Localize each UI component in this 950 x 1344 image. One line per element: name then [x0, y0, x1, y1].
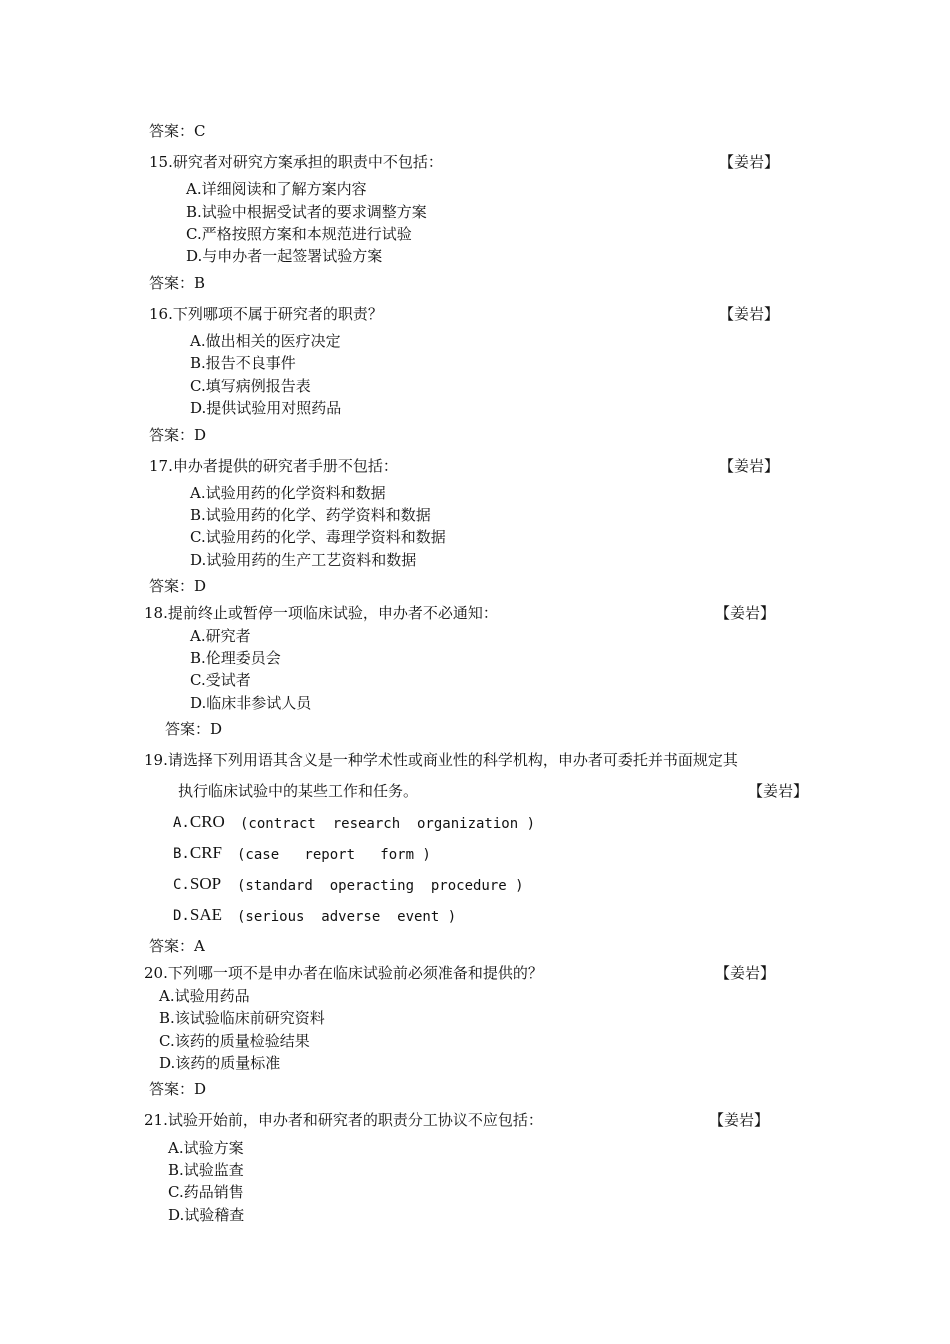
option-d: D.该药的质量标准 [159, 1054, 281, 1072]
option-a: A.CRO (contract research organization ) [173, 812, 536, 832]
author-tag: 【姜岩】 [715, 604, 776, 622]
question-text: 17.申办者提供的研究者手册不包括： [149, 457, 398, 475]
question-text: 20.下列哪一项不是申办者在临床试验前必须准备和提供的？ [144, 964, 543, 982]
author-tag: 【姜岩】 [719, 457, 780, 475]
option-c: C.试验用药的化学、毒理学资料和数据 [190, 528, 446, 546]
answer: 答案：A [149, 937, 205, 955]
option-c: C.SOP (standard operacting procedure ) [173, 874, 524, 894]
option-d: D.试验稽查 [168, 1206, 245, 1224]
option-a: A.试验方案 [168, 1139, 244, 1157]
question-text: 16.下列哪项不属于研究者的职责？ [149, 305, 383, 323]
question-text-line1: 19.请选择下列用语其含义是一种学术性或商业性的科学机构，申办者可委托并书面规定其 [144, 751, 738, 769]
option-a: A.研究者 [190, 627, 251, 645]
option-description: (case report form ) [237, 847, 431, 863]
option-c: C.药品销售 [168, 1183, 244, 1201]
option-c: C.严格按照方案和本规范进行试验 [186, 225, 412, 243]
option-c: C.该药的质量检验结果 [159, 1032, 310, 1050]
option-code: CRF [189, 843, 222, 862]
option-b: B.CRF (case report form ) [173, 843, 431, 863]
author-tag: 【姜岩】 [748, 782, 809, 800]
option-b: B.试验用药的化学、药学资料和数据 [190, 506, 431, 524]
question-text-line2: 执行临床试验中的某些工作和任务。 [178, 782, 419, 800]
option-a: A.试验用药的化学资料和数据 [190, 484, 386, 502]
answer: 答案：D [149, 1080, 207, 1098]
option-a: A.做出相关的医疗决定 [190, 332, 341, 350]
author-tag: 【姜岩】 [719, 153, 780, 171]
question-text: 15.研究者对研究方案承担的职责中不包括： [149, 153, 443, 171]
question-text: 18.提前终止或暂停一项临床试验，申办者不必通知： [144, 604, 498, 622]
option-d: D.提供试验用对照药品 [190, 399, 342, 417]
answer: 答案：D [149, 577, 207, 595]
option-description: (contract research organization ) [240, 816, 536, 832]
option-c: C.填写病例报告表 [190, 377, 311, 395]
answer: 答案：D [165, 720, 223, 738]
option-c: C.受试者 [190, 671, 251, 689]
author-tag: 【姜岩】 [719, 305, 780, 323]
option-b: B.报告不良事件 [190, 354, 296, 372]
option-d: D.SAE (serious adverse event ) [173, 905, 457, 925]
option-description: (standard operacting procedure ) [237, 878, 524, 894]
option-b: B.试验监查 [168, 1161, 244, 1179]
option-b: B.该试验临床前研究资料 [159, 1009, 325, 1027]
author-tag: 【姜岩】 [715, 964, 776, 982]
option-a: A.详细阅读和了解方案内容 [186, 180, 367, 198]
option-description: (serious adverse event ) [237, 909, 457, 925]
answer: 答案：B [149, 274, 206, 292]
option-d: D.临床非参试人员 [190, 694, 312, 712]
option-code: SOP [189, 874, 222, 893]
author-tag: 【姜岩】 [709, 1111, 770, 1129]
option-code: SAE [189, 905, 222, 924]
option-d: D.与申办者一起签署试验方案 [186, 247, 383, 265]
option-code: CRO [189, 812, 225, 831]
question-text: 21.试验开始前，申办者和研究者的职责分工协议不应包括： [144, 1111, 543, 1129]
option-d: D.试验用药的生产工艺资料和数据 [190, 551, 417, 569]
answer: 答案：D [149, 426, 207, 444]
prev-answer: 答案：C [149, 122, 206, 140]
option-a: A.试验用药品 [159, 987, 250, 1005]
option-b: B.试验中根据受试者的要求调整方案 [186, 203, 427, 221]
option-b: B.伦理委员会 [190, 649, 281, 667]
